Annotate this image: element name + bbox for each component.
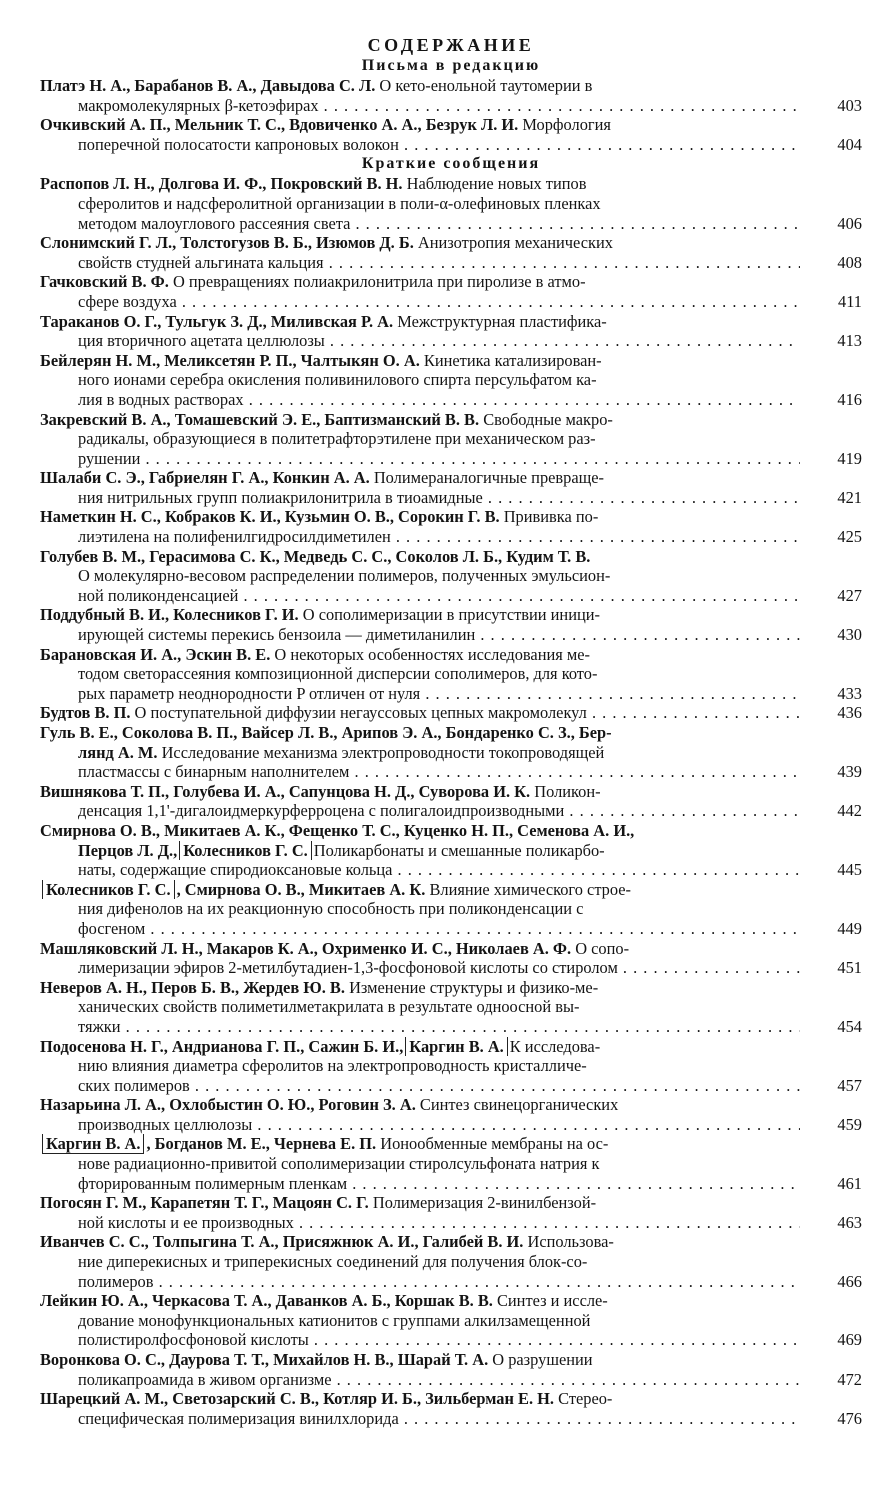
entry-title-text: ских полимеров <box>78 1075 190 1095</box>
page-number: 459 <box>837 1114 862 1134</box>
entry-authors: Машляковский Л. Н., Макаров К. А., Охрименко И. С., Николаев А. Ф. <box>40 938 572 958</box>
page-number: 472 <box>837 1369 862 1389</box>
entry-line <box>40 1037 800 1057</box>
entry-authors: Перцов Л. Д., <box>78 840 178 860</box>
entry-line <box>40 860 800 880</box>
page-number: 411 <box>838 291 862 311</box>
entry-line <box>40 605 800 625</box>
toc-entry <box>40 1350 862 1389</box>
entry-title-text: ние диперекисных и триперекисных соединений для получения блок-со- <box>78 1252 588 1272</box>
toc-entry <box>40 233 862 272</box>
entry-line <box>40 1330 800 1350</box>
entry-title-text: О некоторых особенностях исследования ме- <box>270 644 590 664</box>
entry-line <box>40 370 800 390</box>
entry-title-text: О разрушении <box>488 1350 593 1369</box>
toc-entry <box>40 703 862 723</box>
entry-line <box>40 1409 800 1429</box>
entry-title-text: Использова- <box>523 1232 614 1252</box>
page-number: 408 <box>837 252 862 272</box>
boxed-author-name: Колесников Г. С. <box>179 841 312 861</box>
entry-title-text: поликапроамида в живом организме <box>78 1369 332 1389</box>
entry-line <box>40 507 800 527</box>
entry-title-text: Наблюдение новых типов <box>402 174 587 194</box>
entry-title-text: лиэтилена на полифенилгидросилдиметилен <box>78 527 391 547</box>
toc-entry <box>40 410 862 469</box>
entry-title-text: Влияние химического строе- <box>425 879 632 899</box>
entry-line <box>40 1213 800 1233</box>
entry-title-text: фосгеном <box>78 918 146 938</box>
entry-title-text: нове радиационно-привитой сополимеризации стиролсульфоната натрия к <box>78 1154 600 1174</box>
entry-title-text: Поликон- <box>530 781 601 801</box>
page-number: 466 <box>837 1271 862 1291</box>
entry-line <box>40 1076 800 1096</box>
toc-entry <box>40 547 862 606</box>
entry-authors: Погосян Г. М., Карапетян Т. Г., Мацоян С. Г. <box>40 1193 369 1213</box>
toc-entry <box>40 723 862 782</box>
page-number: 442 <box>837 801 862 821</box>
entry-line <box>40 1370 800 1390</box>
entry-line <box>40 919 800 939</box>
entry-title-text: О превращениях полиакрилонитрила при пиролизе в атмо- <box>168 272 586 292</box>
entry-title-text: Кинетика катализирован- <box>419 350 602 370</box>
entry-line <box>40 1174 800 1194</box>
entry-title-text: полимеров <box>78 1271 154 1291</box>
page-number: 463 <box>837 1212 862 1232</box>
entry-title-text: радикалы, образующиеся в политетрафторэтилене при механическом раз- <box>78 429 596 449</box>
page-number: 461 <box>837 1173 862 1193</box>
entry-line <box>40 743 800 763</box>
toc-entry <box>40 1193 862 1232</box>
entry-title-text: Исследование механизма электропроводности токопроводящей <box>157 742 605 762</box>
entry-line <box>40 684 800 704</box>
entry-line <box>40 547 800 567</box>
entry-line <box>40 1017 800 1037</box>
entry-authors: Назарьина Л. А., Охлобыстин О. Ю., Роговин З. А. <box>40 1095 416 1115</box>
page-number: 403 <box>837 95 862 115</box>
entry-authors: Иванчев С. С., Толпыгина Т. А., Присяжнюк А. И., Галибей В. И. <box>40 1232 524 1252</box>
entry-authors: Шалаби С. Э., Габриелян Г. А., Конкин А. А. <box>40 468 370 488</box>
entry-line <box>40 272 800 292</box>
entry-line <box>40 527 800 547</box>
boxed-author-name: Каргин В. А. <box>42 1134 144 1154</box>
entry-title-text: Анизотропия механических <box>413 233 613 253</box>
entry-line <box>40 135 800 155</box>
entry-title-text: сферолитов и надсферолитной организации в поли-α-олефиновых пленках <box>78 193 601 213</box>
entry-title-text: ной кислоты и ее производных <box>78 1212 294 1232</box>
entry-line <box>40 253 800 273</box>
entry-title-text: О сопо- <box>571 938 630 958</box>
entry-title-text: производных целлюлозы <box>78 1114 253 1134</box>
entry-title-text: ирующей системы перекись бензоила — диметиланилин <box>78 625 476 645</box>
entry-line <box>40 1389 800 1409</box>
toc-entry <box>40 1232 862 1291</box>
entry-authors: Поддубный В. И., Колесников Г. И. <box>40 605 299 625</box>
entry-authors: Тараканов О. Г., Тульгук З. Д., Миливская Р. А. <box>40 311 394 331</box>
toc-entry <box>40 312 862 351</box>
page-number: 416 <box>837 389 862 409</box>
entry-authors: Слонимский Г. Л., Толстогузов В. Б., Изюмов Д. Б. <box>40 233 414 253</box>
entry-authors: Смирнова О. В., Микитаев А. К., Фещенко Т. С., Куценко Н. П., Семенова А. И., <box>40 820 635 840</box>
toc-entry <box>40 880 862 939</box>
entry-line <box>40 390 800 410</box>
toc-entry <box>40 115 862 154</box>
entry-title-text: лия в водных растворах <box>78 389 244 409</box>
entry-line <box>40 664 800 684</box>
entry-title-text: Синтез свинецорганических <box>415 1095 619 1115</box>
entry-line <box>40 939 800 959</box>
entry-title-text: наты, содержащие спиродиоксановые кольца <box>78 860 393 880</box>
toc-entry <box>40 272 862 311</box>
page-number: 413 <box>837 331 862 351</box>
toc-entry <box>40 174 862 233</box>
page-number: 457 <box>837 1075 862 1095</box>
entry-title-text: рушении <box>78 448 141 468</box>
entry-line <box>40 1232 800 1252</box>
entry-line <box>40 312 800 332</box>
entry-title-text: Свободные макро- <box>479 409 613 429</box>
entry-authors: , Смирнова О. В., Микитаев А. К. <box>176 879 426 899</box>
entry-title-text: О сополимеризации в присутствии иници- <box>298 605 600 625</box>
entry-line <box>40 1154 800 1174</box>
entry-title-text: Изменение структуры и физико-ме- <box>344 977 599 997</box>
page-number: 454 <box>837 1016 862 1036</box>
entry-authors: Воронкова О. С., Даурова Т. Т., Михайлов Н. В., Шарай Т. А. <box>40 1350 489 1369</box>
page-number: 430 <box>837 625 862 645</box>
entry-title-text: Поликарбонаты и смешанные поликарбо- <box>313 840 605 860</box>
entry-authors: Барановская И. А., Эскин В. Е. <box>40 644 271 664</box>
entry-line <box>40 115 800 135</box>
entry-line <box>40 449 800 469</box>
entry-line <box>40 625 800 645</box>
entry-line <box>40 645 800 665</box>
entry-line <box>40 429 800 449</box>
entry-line <box>40 997 800 1017</box>
entry-authors: Бейлерян Н. М., Меликсетян Р. П., Чалтыкян О. А. <box>40 350 420 370</box>
entry-line <box>40 96 800 116</box>
section-heading: Письма в редакцию <box>361 57 541 74</box>
entry-line <box>40 488 800 508</box>
entry-line <box>40 821 800 841</box>
toc-entry <box>40 1134 862 1193</box>
page-number: 433 <box>837 683 862 703</box>
page-number: 404 <box>837 134 862 154</box>
table-of-contents <box>40 56 862 1428</box>
entry-line <box>40 1134 800 1154</box>
entry-title-text: макромолекулярных β-кетоэфирах <box>78 95 319 115</box>
entry-title-text: поперечной полосатости капроновых волокон <box>78 134 399 154</box>
entry-title-text: специфическая полимеризация винилхлорида <box>78 1408 399 1428</box>
entry-title-text: Морфология <box>518 115 611 135</box>
entry-line <box>40 723 800 743</box>
entry-title-text: сфере воздуха <box>78 291 177 311</box>
entry-line <box>40 958 800 978</box>
toc-entry <box>40 1037 862 1096</box>
entry-line <box>40 762 800 782</box>
toc-entry <box>40 468 862 507</box>
entry-line <box>40 1115 800 1135</box>
entry-line <box>40 468 800 488</box>
entry-title-text: тодом светорассеяния композиционной дисперсии сополимеров, для кото- <box>78 664 598 684</box>
entry-authors: Гачковский В. Ф. <box>40 272 169 292</box>
entry-authors: , Богданов М. Е., Чернева Е. П. <box>146 1134 377 1154</box>
entry-line <box>40 703 800 723</box>
boxed-author-name: Каргин В. А. <box>405 1037 507 1057</box>
entry-title-text: ния нитрильных групп полиакрилонитрила в тиоамидные <box>78 487 483 507</box>
entry-title-text: О поступательной диффузии негауссовых цепных макромолекул <box>130 703 587 723</box>
entry-line <box>40 331 800 351</box>
entry-title-text: фторированным полимерным пленкам <box>78 1173 348 1193</box>
page-number: 421 <box>837 487 862 507</box>
entry-authors: Голубев В. М., Герасимова С. К., Медведь С. С., Соколов Л. Б., Кудим Т. В. <box>40 546 591 566</box>
entry-title-text: нию влияния диаметра сферолитов на электропроводность кристалличе- <box>78 1056 587 1076</box>
entry-line <box>40 782 800 802</box>
entry-line <box>40 410 800 430</box>
entry-line <box>40 899 800 919</box>
entry-authors: Подосенова Н. Г., Андрианова Г. П., Сажин Б. И., <box>40 1036 404 1056</box>
entry-line <box>40 841 800 861</box>
entry-authors: Шарецкий А. М., Светозарский С. В., Котляр И. Б., Зильберман Е. Н. <box>40 1389 554 1409</box>
toc-entry <box>40 978 862 1037</box>
entry-line <box>40 194 800 214</box>
entry-line <box>40 233 800 253</box>
entry-line <box>40 174 800 194</box>
entry-title-text: свойств студней альгината кальция <box>78 252 324 272</box>
entry-title-text: Ионообменные мембраны на ос- <box>376 1134 609 1154</box>
toc-entry <box>40 1095 862 1134</box>
toc-entry <box>40 782 862 821</box>
entry-line <box>40 214 800 234</box>
entry-line <box>40 1311 800 1331</box>
boxed-author-name: Колесников Г. С. <box>42 880 175 900</box>
entry-title-text: ного ионами серебра окисления поливинилового спирта персульфатом ка- <box>78 370 597 390</box>
entry-title-text: ния дифенолов на их реакционную способность при поликонденсации с <box>78 899 584 919</box>
entry-line <box>40 1095 800 1115</box>
toc-entry <box>40 76 862 115</box>
entry-authors: Лейкин Ю. А., Черкасова Т. А., Даванков А. Б., Коршак В. В. <box>40 1291 493 1311</box>
entry-title-text: ной поликонденсацией <box>78 585 239 605</box>
entry-authors: Будтов В. П. <box>40 703 131 723</box>
entry-authors: Наметкин Н. С., Кобраков К. И., Кузьмин О. В., Сорокин Г. В. <box>40 507 500 527</box>
entry-line <box>40 1272 800 1292</box>
page-number: 445 <box>837 860 862 880</box>
entry-title-text: Прививка по- <box>499 507 599 527</box>
entry-authors: Гуль В. Е., Соколова В. П., Вайсер Л. В., Арипов Э. А., Бондаренко С. З., Бер- <box>40 723 612 742</box>
page-number: 439 <box>837 762 862 782</box>
entry-line <box>40 880 800 900</box>
entry-line <box>40 586 800 606</box>
entry-title-text: полистиролфосфоновой кислоты <box>78 1330 309 1350</box>
toc-entry <box>40 939 862 978</box>
entry-line <box>40 292 800 312</box>
entry-authors: Распопов Л. Н., Долгова И. Ф., Покровский В. Н. <box>40 174 403 194</box>
page-number: 449 <box>837 918 862 938</box>
entry-authors: лянд А. М. <box>78 742 158 762</box>
entry-line <box>40 1193 800 1213</box>
page-number: 436 <box>837 703 862 723</box>
entry-authors: Вишнякова Т. П., Голубева И. А., Сапунцова Н. Д., Суворова И. К. <box>40 781 531 801</box>
entry-title-text: ханических свойств полиметилметакрилата в результате одноосной вы- <box>78 997 580 1017</box>
entry-title-text: денсация 1,1'-дигалоидмеркурферроцена с полигалоидпроизводными <box>78 801 565 821</box>
entry-line <box>40 76 800 96</box>
entry-title-text: рых параметр неоднородности P отличен от нуля <box>78 683 421 703</box>
entry-line <box>40 1350 800 1370</box>
entry-line <box>40 566 800 586</box>
entry-title-text: пластмассы с бинарным наполнителем <box>78 762 350 782</box>
page-number: 419 <box>837 448 862 468</box>
toc-entry <box>40 1291 862 1350</box>
entry-authors: Платэ Н. А., Барабанов В. А., Давыдова С. Л. <box>40 76 376 95</box>
page-title: СОДЕРЖАНИЕ <box>367 35 535 55</box>
entry-title-text: Полимераналогичные превраще- <box>369 468 604 488</box>
entry-title-text: Стерео- <box>554 1389 613 1409</box>
entry-line <box>40 1291 800 1311</box>
section-heading: Краткие сообщения <box>361 155 541 173</box>
entry-title-text: дование монофункциональных катионитов с группами алкилзамещенной <box>78 1310 591 1330</box>
page-number: 427 <box>837 585 862 605</box>
entry-title-text: тяжки <box>78 1016 121 1036</box>
entry-line <box>40 801 800 821</box>
page-number: 425 <box>837 527 862 547</box>
page-number: 469 <box>837 1330 862 1350</box>
toc-entry <box>40 351 862 410</box>
entry-title-text: Полимеризация 2-винилбензой- <box>368 1193 597 1213</box>
entry-title-text: Синтез и иссле- <box>492 1291 608 1311</box>
toc-entry <box>40 1389 862 1428</box>
entry-authors: Очкивский А. П., Мельник Т. С., Вдовиченко А. А., Безрук Л. И. <box>40 115 519 135</box>
entry-title-text: О кето-енольной таутомерии в <box>375 76 593 95</box>
entry-title-text: лимеризации эфиров 2-метилбутадиен-1,3-фосфоновой кислоты со стиролом <box>78 958 618 978</box>
entry-line <box>40 1252 800 1272</box>
entry-title-text: К исследова- <box>509 1036 601 1056</box>
entry-line <box>40 1056 800 1076</box>
page-number: 451 <box>837 958 862 978</box>
toc-entry <box>40 507 862 546</box>
entry-title-text: методом малоуглового рассеяния света <box>78 213 351 233</box>
entry-title-text: ция вторичного ацетата целлюлозы <box>78 331 325 351</box>
toc-entry <box>40 645 862 704</box>
entry-line <box>40 978 800 998</box>
entry-title-text: Межструктурная пластифика- <box>393 311 607 331</box>
toc-entry <box>40 821 862 880</box>
entry-title-text: О молекулярно-весовом распределении полимеров, полученных эмульсион- <box>78 566 611 586</box>
entry-authors: Неверов А. Н., Перов Б. В., Жердев Ю. В. <box>40 977 345 997</box>
entry-line <box>40 351 800 371</box>
toc-entry <box>40 605 862 644</box>
entry-authors: Закревский В. А., Томашевский Э. Е., Баптизманский В. В. <box>40 409 480 429</box>
page-number: 476 <box>837 1408 862 1428</box>
page-number: 406 <box>837 213 862 233</box>
